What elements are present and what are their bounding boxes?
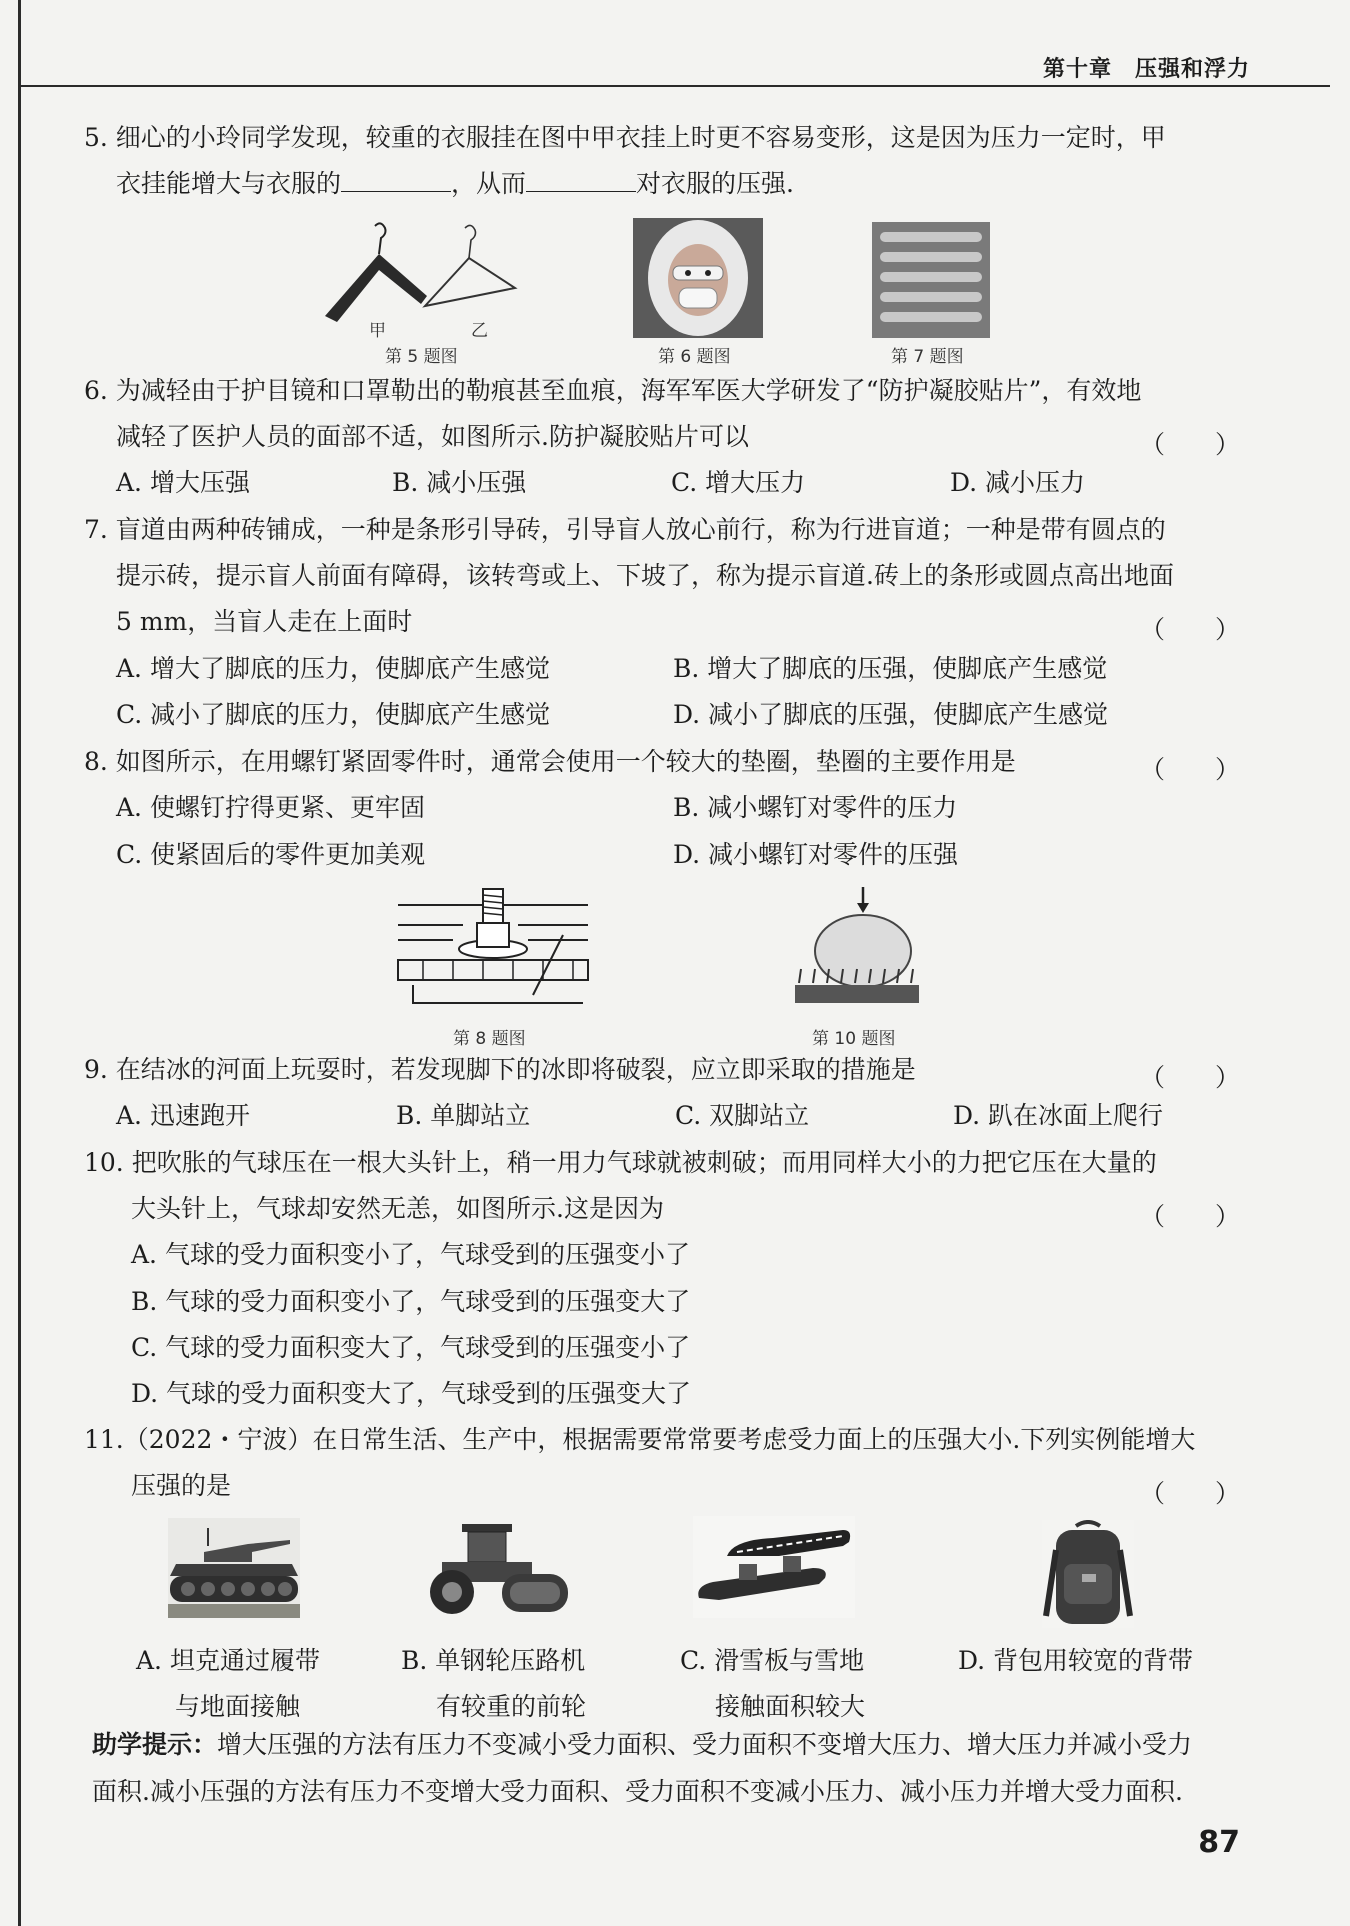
fig7-caption: 第 7 题图 xyxy=(891,347,964,367)
q11-option-d-line1: D. 背包用较宽的背带 xyxy=(958,1646,1194,1675)
q5-blank-2 xyxy=(526,171,636,192)
q10-option-a: A. 气球的受力面积变小了，气球受到的压强变小了 xyxy=(131,1240,690,1269)
road-roller-photo xyxy=(412,1522,570,1618)
q6-option-b: B. 减小压强 xyxy=(392,468,527,497)
q11-option-c-line2: 接触面积较大 xyxy=(715,1692,866,1721)
q8-option-d: D. 减小螺钉对零件的压强 xyxy=(673,840,959,869)
tactile-paving-photo xyxy=(872,222,990,338)
page-binding-edge xyxy=(18,0,21,1926)
q8-option-c: C. 使紧固后的零件更加美观 xyxy=(116,840,426,869)
q10-answer-paren: （ ） xyxy=(1140,1202,1241,1231)
fig8-caption: 第 8 题图 xyxy=(453,1029,526,1049)
q6-option-c: C. 增大压力 xyxy=(671,468,806,497)
fig6-caption: 第 6 题图 xyxy=(658,347,731,367)
q10-option-b: B. 气球的受力面积变小了，气球受到的压强变大了 xyxy=(131,1287,691,1316)
q6-line2: 减轻了医护人员的面部不适，如图所示.防护凝胶贴片可以 xyxy=(116,422,749,451)
q10-line2: 大头针上，气球却安然无恙，如图所示.这是因为 xyxy=(131,1194,664,1223)
q7-line2: 提示砖，提示盲人前面有障碍，该转弯或上、下坡了，称为提示盲道.砖上的条形或圆点高出地面 xyxy=(116,561,1174,590)
q8-option-b: B. 减小螺钉对零件的压力 xyxy=(673,793,958,822)
q9-line1: 9. 在结冰的河面上玩耍时，若发现脚下的冰即将破裂，应立即采取的措施是 xyxy=(84,1055,916,1084)
bolt-washer-figure xyxy=(393,885,593,1015)
q10-option-c: C. 气球的受力面积变大了，气球受到的压强变小了 xyxy=(131,1333,691,1362)
balloon-nails-figure xyxy=(787,885,927,1015)
q9-option-d: D. 趴在冰面上爬行 xyxy=(953,1101,1164,1130)
q7-line1: 7. 盲道由两种砖铺成，一种是条形引导砖，引导盲人放心前行，称为行进盲道；一种是带有圆点的 xyxy=(84,515,1166,544)
q7-option-d: D. 减小了脚底的压强，使脚底产生感觉 xyxy=(673,700,1109,729)
q5-line2 xyxy=(116,166,794,202)
q6-option-a: A. 增大压强 xyxy=(116,468,250,497)
q8-answer-paren: （ ） xyxy=(1140,755,1241,784)
q5-line1: 5. 细心的小玲同学发现，较重的衣服挂在图中甲衣挂上时更不容易变形，这是因为压力一定时，甲 xyxy=(84,123,1166,152)
page-number: 87 xyxy=(1198,1825,1240,1860)
study-tip-label: 助学提示： xyxy=(92,1730,218,1759)
q9-option-a: A. 迅速跑开 xyxy=(116,1101,250,1130)
q5-blank-1 xyxy=(341,171,451,192)
q8-option-a: A. 使螺钉拧得更紧、更牢固 xyxy=(116,793,425,822)
q6-answer-paren: （ ） xyxy=(1140,430,1241,459)
study-tip-line1 xyxy=(92,1727,1192,1763)
q7-line3: 5 mm，当盲人走在上面时 xyxy=(116,607,413,636)
q7-option-a: A. 增大了脚底的压力，使脚底产生感觉 xyxy=(116,654,550,683)
study-tip-text1: 增大压强的方法有压力不变减小受力面积、受力面积不变增大压力、增大压力并减小受力 xyxy=(217,1730,1193,1759)
q9-option-b: B. 单脚站立 xyxy=(396,1101,531,1130)
q6-option-d: D. 减小压力 xyxy=(950,468,1086,497)
fig10-caption: 第 10 题图 xyxy=(812,1029,896,1049)
q9-option-c: C. 双脚站立 xyxy=(675,1101,810,1130)
backpack-photo xyxy=(1042,1520,1134,1628)
medical-worker-photo xyxy=(633,218,763,338)
hanger-label-jia: 甲 xyxy=(369,321,386,341)
q11-line1: 11.（2022・宁波）在日常生活、生产中，根据需要常常要考虑受力面上的压强大小.下列实例能增大 xyxy=(84,1425,1196,1454)
q9-answer-paren: （ ） xyxy=(1140,1063,1241,1092)
q6-line1: 6. 为减轻由于护目镜和口罩勒出的勒痕甚至血痕，海军军医大学研发了“防护凝胶贴片”，有效地 xyxy=(84,376,1142,405)
tank-photo xyxy=(168,1518,300,1618)
q11-option-a-line1: A. 坦克通过履带 xyxy=(136,1646,320,1675)
study-tip-line2: 面积.减小压强的方法有压力不变增大受力面积、受力面积不变减小压力、减小压力并增大受力面积. xyxy=(92,1777,1183,1806)
q7-option-b: B. 增大了脚底的压强，使脚底产生感觉 xyxy=(673,654,1108,683)
hanger-figure xyxy=(315,218,525,338)
q11-option-a-line2: 与地面接触 xyxy=(175,1692,301,1721)
q10-option-d: D. 气球的受力面积变大了，气球受到的压强变大了 xyxy=(131,1379,692,1408)
q11-option-b-line1: B. 单钢轮压路机 xyxy=(401,1646,586,1675)
q11-option-c-line1: C. 滑雪板与雪地 xyxy=(680,1646,865,1675)
q11-answer-paren: （ ） xyxy=(1140,1479,1241,1508)
q5-line2-b: ，从而 xyxy=(451,169,527,198)
q10-line1: 10. 把吹胀的气球压在一根大头针上，稍一用力气球就被刺破；而用同样大小的力把它压在大量的 xyxy=(84,1148,1157,1177)
q5-line2-c: 对衣服的压强. xyxy=(636,169,794,198)
snowboard-photo xyxy=(693,1516,855,1618)
header-rule xyxy=(20,85,1330,87)
q5-line2-a: 衣挂能增大与衣服的 xyxy=(116,169,342,198)
q7-answer-paren: （ ） xyxy=(1140,615,1241,644)
q11-option-b-line2: 有较重的前轮 xyxy=(436,1692,587,1721)
hanger-label-yi: 乙 xyxy=(471,321,488,341)
q7-option-c: C. 减小了脚底的压力，使脚底产生感觉 xyxy=(116,700,551,729)
q11-line2: 压强的是 xyxy=(131,1471,232,1500)
chapter-header: 第十章 压强和浮力 xyxy=(1042,57,1250,82)
fig5-caption: 第 5 题图 xyxy=(385,347,458,367)
q8-line1: 8. 如图所示，在用螺钉紧固零件时，通常会使用一个较大的垫圈，垫圈的主要作用是 xyxy=(84,747,1016,776)
